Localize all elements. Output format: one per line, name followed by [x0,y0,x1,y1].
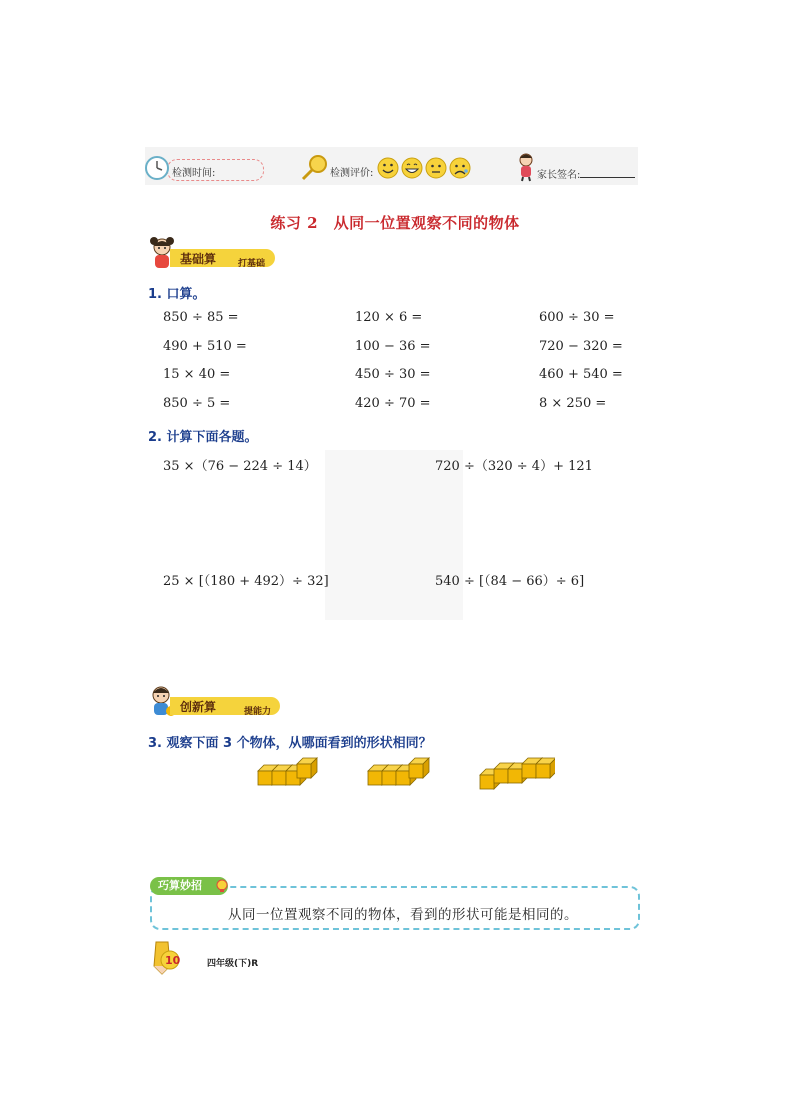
q2-item: 35 ×（76 − 224 ÷ 14） [163,459,317,474]
q2-item: 540 ÷ [（84 − 66）÷ 6] [435,574,585,589]
footer-book: 四年级(下)R [207,959,259,969]
time-label: 检测时间: [172,168,216,179]
q1-expr: 850 ÷ 85 = [163,310,239,325]
q1-expr: 850 ÷ 5 = [163,396,231,411]
lightbulb-icon [215,879,229,893]
signature-line[interactable] [580,177,635,178]
cube-figure-3 [480,758,555,789]
section-label-basic: 基础算 [180,252,217,266]
grin-face-icon[interactable] [402,158,422,178]
cube-figures [250,755,555,793]
magnifier-icon [300,153,330,181]
neutral-face-icon[interactable] [426,158,446,178]
section-sub-basic: 打基础 [238,259,266,269]
smile-face-icon[interactable] [378,158,398,178]
tip-text: 从同一位置观察不同的物体，看到的形状可能是相同的。 [228,907,578,923]
child-mascot-icon [515,152,537,182]
eval-label: 检测评价: [330,168,374,179]
watermark-area [325,450,463,620]
sad-face-icon[interactable] [450,158,470,178]
rating-faces [377,156,473,180]
q1-expr: 720 − 320 = [539,339,623,354]
q1-expr: 100 − 36 = [355,339,431,354]
parent-label: 家长签名: [537,170,581,181]
q1-expr: 460 + 540 = [539,367,623,382]
q3-heading: 3. 观察下面 3 个物体，从哪面看到的形状相同？ [148,736,432,751]
clock-icon [144,155,170,181]
q1-expr: 120 × 6 = [355,310,423,325]
q2-heading: 2. 计算下面各题。 [148,430,258,445]
q1-heading: 1. 口算。 [148,287,206,302]
cube-figure-2 [368,758,429,785]
section-label-innovate: 创新算 [180,700,217,714]
q1-expr: 490 + 510 = [163,339,247,354]
q1-expr: 8 × 250 = [539,396,607,411]
tip-label: 巧算妙招 [150,877,228,895]
section-sub-innovate: 提能力 [244,707,272,717]
q2-item: 720 ÷（320 ÷ 4）+ 121 [435,459,593,474]
q1-expr: 420 ÷ 70 = [355,396,431,411]
page-number: 10 [165,954,181,967]
q2-item: 25 × [（180 + 492）÷ 32] [163,574,329,589]
q1-expr: 15 × 40 = [163,367,231,382]
cube-figure-1 [258,758,317,785]
q1-expr: 600 ÷ 30 = [539,310,615,325]
page-title: 练习 2 从同一位置观察不同的物体 [270,214,520,232]
q1-expr: 450 ÷ 30 = [355,367,431,382]
